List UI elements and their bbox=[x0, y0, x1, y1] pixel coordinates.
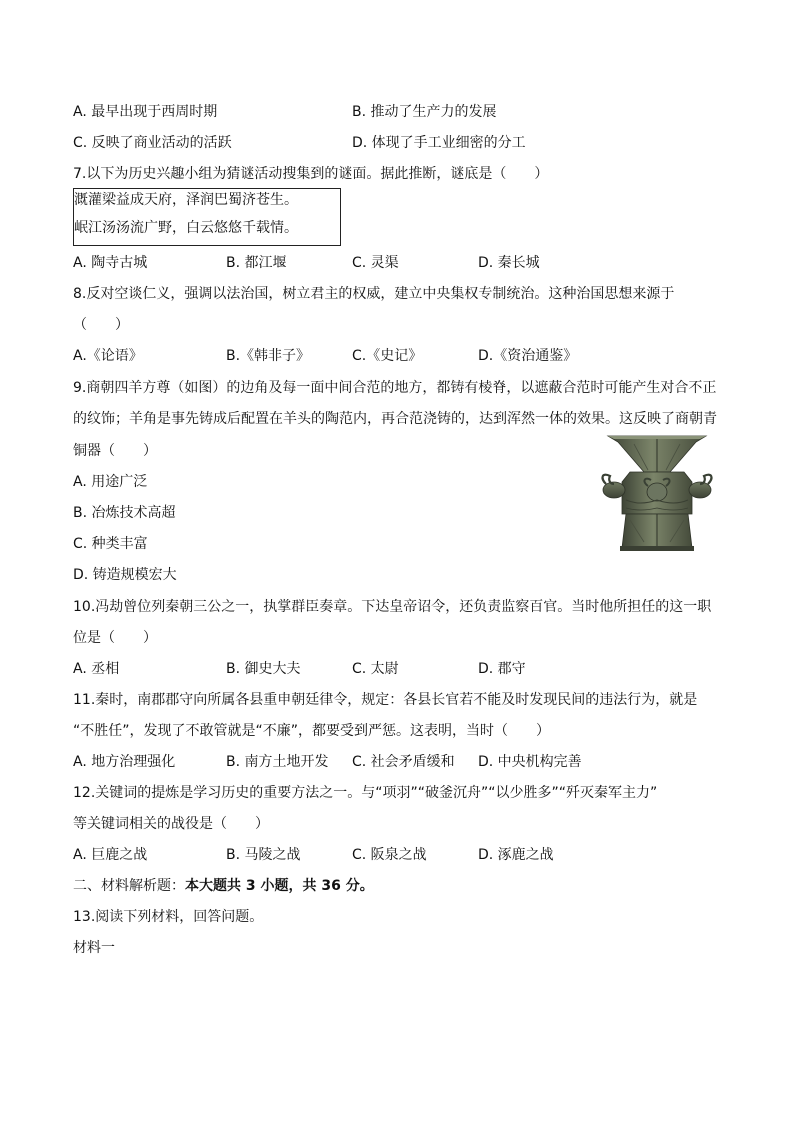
q11-stem-line-2: “不胜任”，发现了不敢管就是“不廉”，都要受到严惩。这表明，当时（ ） bbox=[73, 723, 551, 739]
q6-option-c: C. 反映了商业活动的活跃 bbox=[73, 135, 232, 151]
q9-option-b: B. 冶炼技术高超 bbox=[73, 505, 176, 521]
q9-option-c: C. 种类丰富 bbox=[73, 536, 148, 552]
q13-material-label: 材料一 bbox=[73, 940, 115, 956]
q6-option-d: D. 体现了手工业细密的分工 bbox=[352, 135, 526, 151]
q12-stem-line-2: 等关键词相关的战役是（ ） bbox=[73, 816, 269, 832]
section-heading bbox=[73, 876, 374, 896]
q10-option-d: D. 郡守 bbox=[478, 661, 526, 677]
q7-riddle-line-1: 溉灌梁益成天府，泽润巴蜀济苍生。 bbox=[74, 192, 298, 208]
q10-stem-line-1: 10.冯劫曾位列秦朝三公之一，执掌群臣奏章。下达皇帝诏令，还负责监察百官。当时他所担任的这一职 bbox=[73, 599, 712, 615]
q10-option-b: B. 御史大夫 bbox=[226, 661, 301, 677]
section-label: 二、材料解析题： bbox=[73, 878, 185, 894]
q6-option-b: B. 推动了生产力的发展 bbox=[352, 104, 497, 120]
q8-option-c: C.《史记》 bbox=[352, 348, 423, 364]
q11-option-c: C. 社会矛盾缓和 bbox=[352, 754, 455, 770]
q12-option-b: B. 马陵之战 bbox=[226, 847, 301, 863]
q7-option-a: A. 陶寺古城 bbox=[73, 255, 148, 271]
bronze-vessel-icon bbox=[600, 434, 714, 554]
q8-option-a: A.《论语》 bbox=[73, 348, 143, 364]
q9-stem-line-2: 的纹饰；羊角是事先铸成后配置在羊头的陶范内，再合范浇铸的，达到浑然一体的效果。这反映了商朝青 bbox=[73, 411, 717, 427]
q8-stem: 8.反对空谈仁义，强调以法治国，树立君主的权威，建立中央集权专制统治。这种治国思想来源于 bbox=[73, 286, 675, 302]
q7-option-b: B. 都江堰 bbox=[226, 255, 287, 271]
q11-option-d: D. 中央机构完善 bbox=[478, 754, 582, 770]
q6-option-a: A. 最早出现于西周时期 bbox=[73, 104, 218, 120]
q11-option-a: A. 地方治理强化 bbox=[73, 754, 176, 770]
q12-option-c: C. 阪泉之战 bbox=[352, 847, 427, 863]
q12-option-d: D. 涿鹿之战 bbox=[478, 847, 554, 863]
q7-option-c: C. 灵渠 bbox=[352, 255, 399, 271]
q10-stem-line-2: 位是（ ） bbox=[73, 630, 157, 646]
section-detail: 本大题共 3 小题，共 36 分。 bbox=[185, 878, 374, 894]
q8-option-d: D.《资治通鉴》 bbox=[478, 348, 578, 364]
q11-option-b: B. 南方土地开发 bbox=[226, 754, 329, 770]
q10-option-a: A. 丞相 bbox=[73, 661, 120, 677]
q7-option-d: D. 秦长城 bbox=[478, 255, 540, 271]
q12-option-a: A. 巨鹿之战 bbox=[73, 847, 148, 863]
q7-riddle-line-2: 岷江汤汤流广野，白云悠悠千载情。 bbox=[74, 220, 298, 236]
q12-stem-line-1: 12.关键词的提炼是学习历史的重要方法之一。与“项羽”“破釜沉舟”“以少胜多”“歼灭秦军主力” bbox=[73, 785, 658, 801]
q11-stem-line-1: 11.秦时，南郡郡守向所属各县重申朝廷律令，规定：各县长官若不能及时发现民间的违法行为，就是 bbox=[73, 692, 698, 708]
q7-riddle-box bbox=[73, 188, 341, 246]
q9-option-d: D. 铸造规模宏大 bbox=[73, 567, 177, 583]
q13-stem: 13.阅读下列材料，回答问题。 bbox=[73, 909, 264, 925]
q9-option-a: A. 用途广泛 bbox=[73, 474, 148, 490]
q10-option-c: C. 太尉 bbox=[352, 661, 399, 677]
q9-stem-line-3: 铜器（ ） bbox=[73, 443, 157, 459]
q9-stem-line-1: 9.商朝四羊方尊（如图）的边角及每一面中间合范的地方，都铸有棱脊，以遮蔽合范时可能产生对合不正 bbox=[73, 380, 717, 396]
q8-stem-cont: （ ） bbox=[73, 317, 129, 333]
q7-stem: 7.以下为历史兴趣小组为猜谜活动搜集到的谜面。据此推断，谜底是（ ） bbox=[73, 166, 549, 182]
q8-option-b: B.《韩非子》 bbox=[226, 348, 311, 364]
